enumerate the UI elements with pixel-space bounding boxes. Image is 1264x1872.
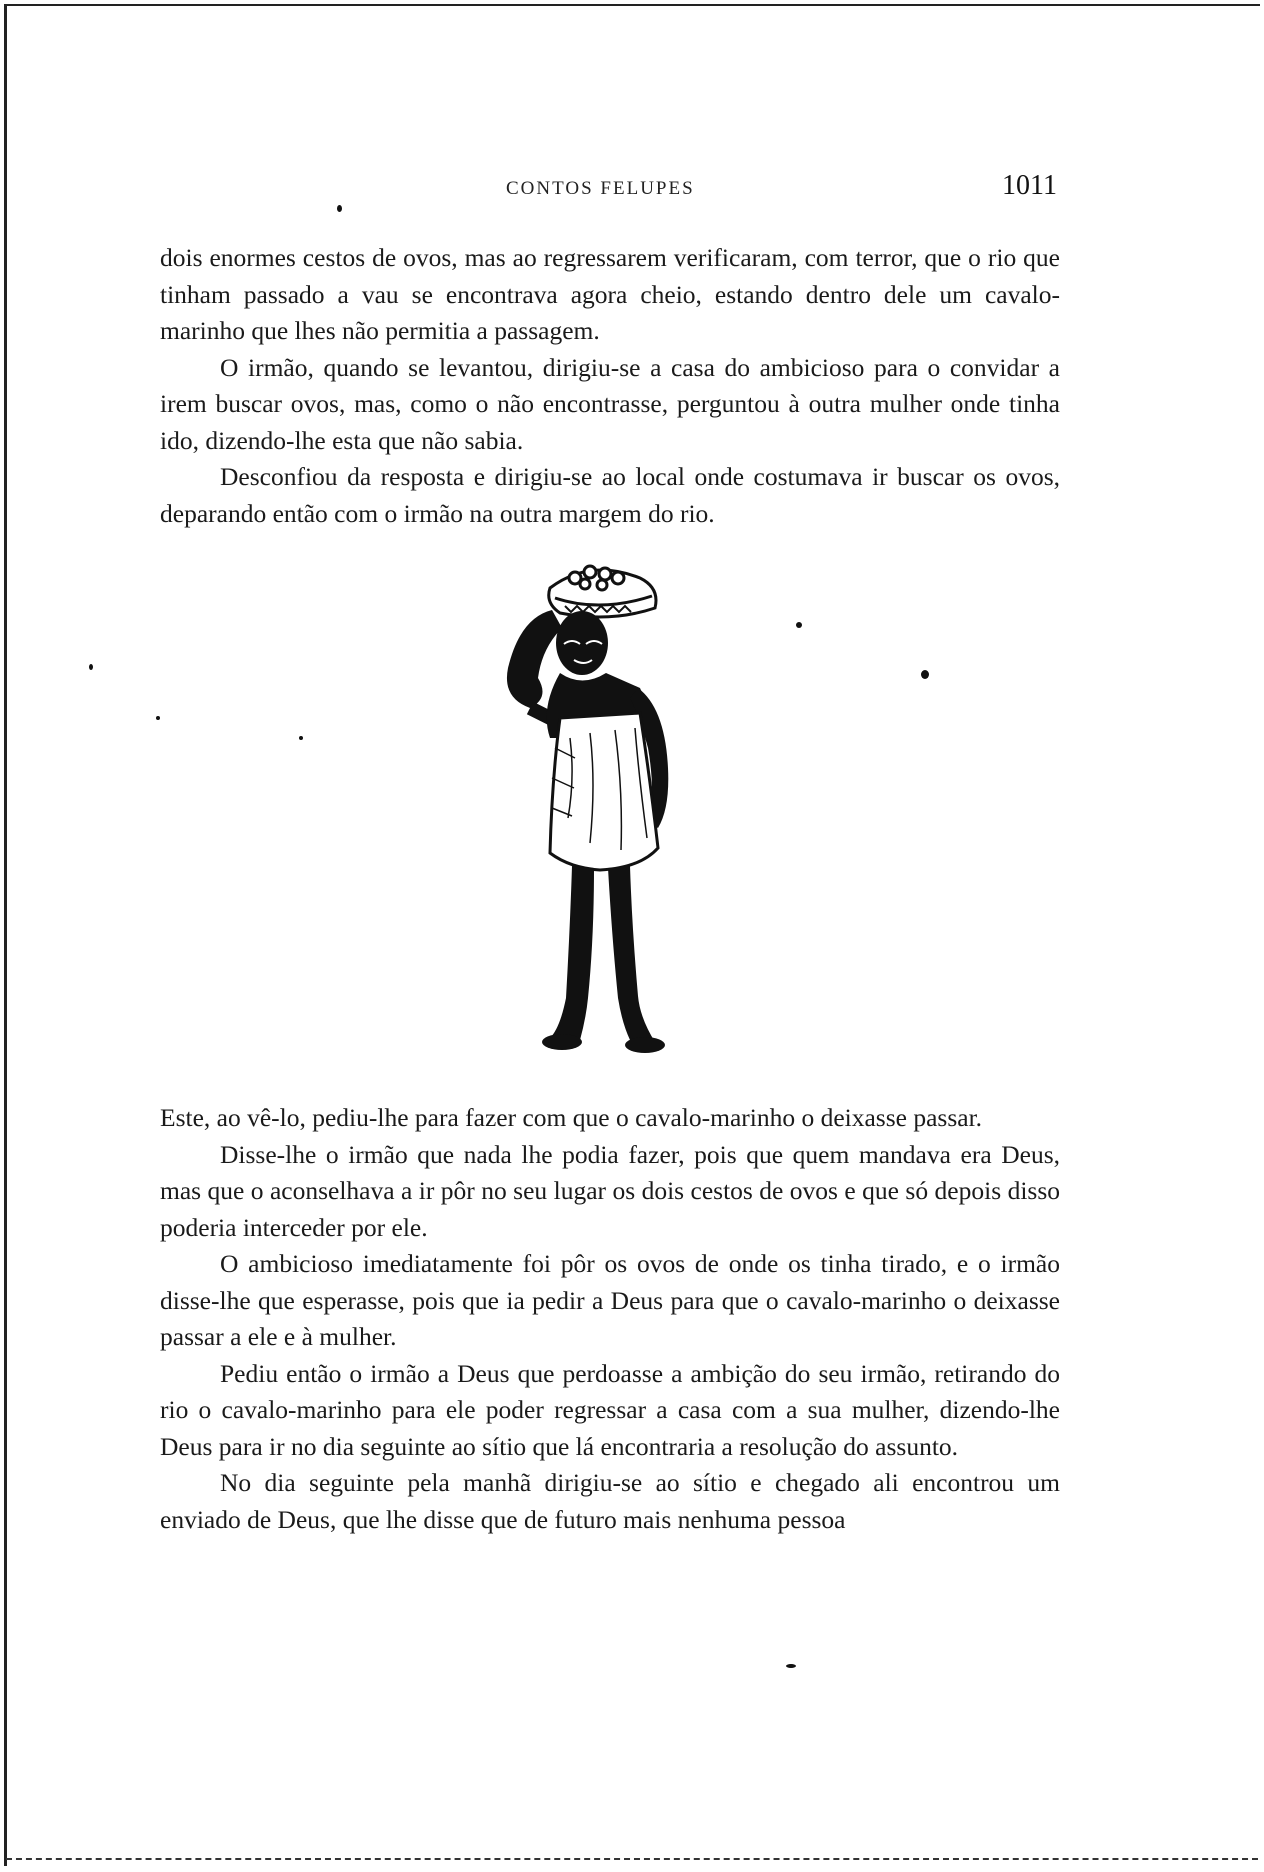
text-block-top xyxy=(160,240,1060,532)
paragraph: Disse-lhe o irmão que nada lhe podia fazer, pois que quem mandava era Deus, mas que o aconselhava a ir pôr no seu lugar os dois cestos de ovos e que só depois disso poderia interceder por ele. xyxy=(160,1139,1060,1242)
text-block-bottom xyxy=(160,1100,1060,1538)
scan-speck xyxy=(796,622,802,628)
paragraph: O ambicioso imediatamente foi pôr os ovos de onde os tinha tirado, e o irmão disse-lhe que esperasse, pois que ia pedir a Deus para que o cavalo-marinho o deixasse passar a ele e à mulher. xyxy=(160,1249,1060,1351)
paragraph: O irmão, quando se levantou, dirigiu-se a casa do ambicioso para o convidar a irem buscar ovos, mas, como o não encontrasse, perguntou à outra mulher onde tinha ido, dizendo-lhe esta que não sabia. xyxy=(160,352,1060,455)
scan-speck xyxy=(299,736,303,740)
scan-speck xyxy=(786,1664,796,1668)
paragraph: No dia seguinte pela manhã dirigiu-se ao sítio e chegado ali encontrou um enviado de Deus, que lhe disse que de futuro mais nenhuma pessoa xyxy=(160,1468,1060,1534)
woman-carrying-basket-illustration xyxy=(490,548,710,1078)
page-number: 1011 xyxy=(1002,170,1057,201)
scan-speck xyxy=(89,664,93,670)
paragraph: Este, ao vê-lo, pediu-lhe para fazer com que o cavalo-marinho o deixasse passar. xyxy=(160,1103,983,1132)
scan-speck xyxy=(337,205,342,212)
bottom-rule xyxy=(6,1858,1258,1860)
paragraph: Pediu então o irmão a Deus que perdoasse a ambição do seu irmão, retirando do rio o cavalo-marinho para ele poder regressar a casa com a sua mulher, dizendo-lhe Deus para ir no dia seguinte ao sítio que lá encontraria a resolução do assunto. xyxy=(160,1358,1060,1461)
scan-speck xyxy=(921,670,929,679)
scan-speck xyxy=(156,716,160,720)
paragraph: dois enormes cestos de ovos, mas ao regressarem verificaram, com terror, que o rio que tinham passado a vau se encontrava agora cheio, estando dentro dele um cavalo-marinho que lhes não permitia a passagem. xyxy=(160,243,1060,345)
paragraph: Desconfiou da resposta e dirigiu-se ao local onde costumava ir buscar os ovos, deparando então com o irmão na outra margem do rio. xyxy=(160,462,1060,528)
basket-icon xyxy=(549,566,656,617)
running-title: CONTOS FELUPES xyxy=(506,178,695,199)
